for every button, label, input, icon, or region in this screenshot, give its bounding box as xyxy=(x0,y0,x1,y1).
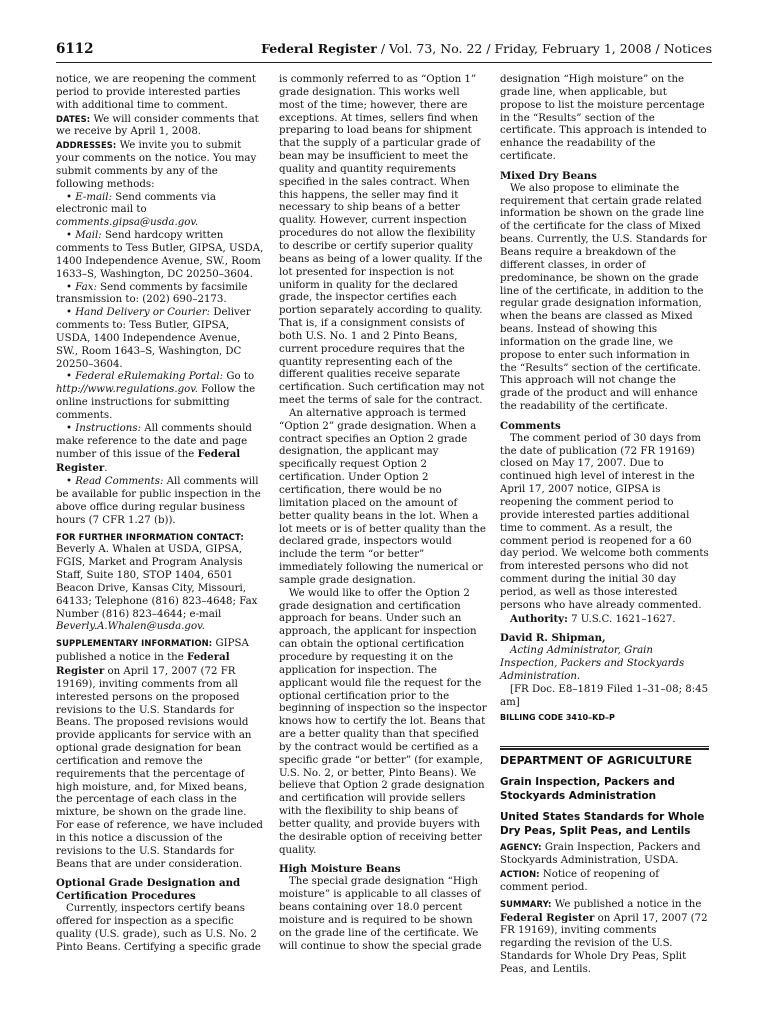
email-text: Send comments via electronic mail to xyxy=(56,191,216,216)
department-heading: DEPARTMENT OF AGRICULTURE xyxy=(500,754,693,768)
ogd-paragraph-1: Currently, inspectors certify beans offered for inspection as a specific quality (U.S. grade), such as U.S. No. 2 Pinto Beans. Certifying a specific grade xyxy=(56,903,261,953)
method-hand-delivery: • Hand Delivery or Courier: Deliver comments to: Tess Butler, GIPSA, USDA, 1400 Independence Avenue, SW., Room 1643–S, Washington, DC 20250–3604. xyxy=(56,307,251,370)
mixed-beans-heading: Mixed Dry Beans xyxy=(500,169,597,182)
further-info xyxy=(56,531,265,635)
header-rule xyxy=(56,62,712,63)
contact-email-link[interactable]: Beverly.A.Whalen@usda.gov. xyxy=(56,621,205,633)
method-mail: • Mail: Send hardcopy written comments to Tess Butler, GIPSA, USDA, 1400 Independence Avenue, SW., Room 1633–S, Washington, DC 20250–3604. xyxy=(56,230,264,280)
agency-subheading: Grain Inspection, Packers and Stockyards Administration xyxy=(500,776,675,802)
authority-line xyxy=(500,613,709,627)
addresses-text: We invite you to submit your comments on the notice. You may submit comments by any of the following methods: xyxy=(56,140,257,190)
ffi-label: FOR FURTHER INFORMATION CONTACT: xyxy=(56,531,244,542)
erule-text: Go to xyxy=(223,371,255,383)
moisture-continued-paragraph: designation “High moisture” on the grade line, when applicable, but propose to list the moisture percentage in the “Results” section of the certificate. This approach is intended to enhance the readability of the certificate. xyxy=(500,74,707,163)
option1-paragraph: is commonly referred to as “Option 1” grade designation. This works well most of the time; however, there are exceptions. At times, sellers find when preparing to load beans for shipment that the supply of a particular grade of bean may be insufficient to meet the quality and quantity requirements specified in the sales contract. When this happens, the seller may find it necessary to ship beans of a better quality. However, current inspection procedures do not allow the flexibility to describe or certify superior quality beans as being of a lower quality. If the lot presented for inspection is not uniform in quality for the declared grade, the inspector certifies each portion separately according to quality. That is, if a consignment consists of both U.S. No. 1 and 2 Pinto Beans, current procedure requires that the quantity representing each of the different qualities receive separate certification. Such certification may not meet the terms of sale for the contract. xyxy=(279,74,485,407)
mail-text: Send hardcopy written comments to Tess Butler, GIPSA, USDA, 1400 Independence Avenue, SW., Room 1633–S, Washington, DC 20250–3604. xyxy=(56,230,264,280)
regulations-link[interactable]: http://www.regulations.gov. xyxy=(56,384,199,396)
method-erulemaking: • Federal eRulemaking Portal: Go to http://www.regulations.gov. Follow the online instructions for submitting comments. xyxy=(56,371,256,421)
supp-text-1: GIPSA published a notice in the xyxy=(56,638,249,664)
dates-text: We will consider comments that we receive by April 1, 2008. xyxy=(56,113,259,138)
fax-label: Fax: xyxy=(75,281,97,293)
comments-heading: Comments xyxy=(500,419,561,432)
authority-label: Authority: xyxy=(510,612,568,625)
email-label: E-mail: xyxy=(75,191,113,203)
page-number: 6112 xyxy=(56,41,94,57)
erule-tail: Follow the online instructions for submitting comments. xyxy=(56,384,256,421)
running-header xyxy=(56,40,712,62)
agency-section xyxy=(500,841,709,868)
summary-text-1: We published a notice in the xyxy=(551,898,702,910)
dates-label: DATES: xyxy=(56,113,91,124)
instructions-end: . xyxy=(104,463,108,475)
billing-code: BILLING CODE 3410–KD–P xyxy=(500,712,615,722)
supplementary-info xyxy=(56,637,265,871)
read-text: All comments will be available for public inspection in the above office during regular business hours (7 CFR 1.27 (b)). xyxy=(56,476,261,526)
column-2 xyxy=(279,74,488,953)
publication-name: Federal Register xyxy=(261,41,377,56)
summary-label: SUMMARY: xyxy=(500,898,552,909)
agency-label: AGENCY: xyxy=(500,842,542,853)
supp-label: SUPPLEMENTARY INFORMATION: xyxy=(56,638,213,649)
mixed-beans-paragraph: We also propose to eliminate the requirement that certain grade related information be shown on the grade line of the certificate for the class of Mixed beans. Currently, the U.S. Standards for Beans require a breakdown of the different classes, in order of predominance, be shown on the grade line of the certificate, in addition to the regular grade designation information, when the beans are classed as Mixed beans. Instead of showing this information on the grade line, we propose to enter such information in the “Results” section of the certificate. This approach will not change the grade of the product and will enhance the readability of the certificate. xyxy=(500,182,707,413)
issue-info: / Vol. 73, No. 22 / Friday, February 1, 2008 / Notices xyxy=(376,41,712,56)
option2-paragraph: An alternative approach is termed “Option 2” grade designation. When a contract specifies an Option 2 grade designation, the applicant may specifically request Option 2 certification. Under Option 2 certification, there would be no limitation placed on the amount of better quality beans in the lot. When a lot meets or is of better quality than the declared grade, inspectors would include the term “or better” immediately following the numerical or sample grade designation. xyxy=(279,407,486,586)
action-text: Notice of reopening of comment period. xyxy=(500,869,660,893)
action-label: ACTION: xyxy=(500,869,540,880)
instructions-fr: Federal Register xyxy=(56,448,241,475)
addresses-label: ADDRESSES: xyxy=(56,140,117,151)
fr-doc-line: [FR Doc. E8–1819 Filed 1–31–08; 8:45 am] xyxy=(500,683,709,708)
comments-paragraph: The comment period of 30 days from the date of publication (72 FR 19169) closed on May 17, 2007. Due to continued high level of interest in the April 17, 2007 notice, GIPSA is reopening the comment period to provide interested parties additional time to comment. As a result, the comment period is reopened for a 60 day period. We welcome both comments from interested persons who did not comment during the initial 30 day period, as well as those interested persons who have already commented. xyxy=(500,432,709,611)
summary-section xyxy=(500,898,709,977)
summary-text-2: on April 17, 2007 (72 FR 19169), inviting comments regarding the revision of the U.S. Standards for Whole Dry Peas, Split Peas, and Lentils. xyxy=(500,912,708,975)
mail-label: Mail: xyxy=(75,230,102,242)
column-1 xyxy=(56,74,265,955)
signer-title-text: Acting Administrator, Grain Inspection, Packers and Stockyards Administration. xyxy=(500,645,685,682)
high-moisture-heading: High Moisture Beans xyxy=(279,863,401,876)
hand-text: Deliver comments to: Tess Butler, GIPSA, USDA, 1400 Independence Avenue, SW., Room 1643–S, Washington, DC 20250–3604. xyxy=(56,307,251,370)
action-section xyxy=(500,868,709,895)
addresses-section xyxy=(56,139,265,191)
supp-text-2: on April 17, 2007 (72 FR 19169), inviting comments from all interested persons on the proposed revisions to the U.S. Standards for Beans. The proposed revisions would provide applicants for service with an optional grade designation for bean certification and remove the requirements that the percentage of high moisture, and, for Mixed beans, the percentage of each class in the mixture, be shown on the grade line. For ease of reference, we have included in this notice a discussion of the revisions to the U.S. Standards for Beans that are under consideration. xyxy=(56,665,263,870)
section-divider-thick xyxy=(500,748,709,750)
dates-section xyxy=(56,113,265,140)
instructions: • Instructions: All comments should make reference to the date and page number of this issue of the Federal Register. xyxy=(56,422,252,475)
header-citation xyxy=(261,40,712,58)
ogd-heading: Optional Grade Designation and Certification Procedures xyxy=(56,877,241,903)
email-link[interactable]: comments.gipsa@usda.gov. xyxy=(56,217,199,229)
offer-paragraph: We would like to offer the Option 2 grade designation and certification approach for beans. Under such an approach, the applicant for inspection can obtain the optional certification procedure by requesting it on the application for inspection. The applicant would file the request for the optional certification prior to the beginning of inspection so the inspector knows how to certify the lot. Beans that are a better quality than that specified by the contract would be certified as a specific grade “or better” (for example, U.S. No. 2, or better, Pinto Beans). We believe that Option 2 grade designation and certification will provide sellers with the flexibility to ship beans of better quality, and provide buyers with the desirable option of receiving better quality. xyxy=(279,587,487,856)
fax-text: Send comments by facsimile transmission to: (202) 690–2173. xyxy=(56,281,248,306)
intro-paragraph: notice, we are reopening the comment period to provide interested parties with additional time to comment. xyxy=(56,74,256,111)
method-fax: • Fax: Send comments by facsimile transmission to: (202) 690–2173. xyxy=(56,281,248,306)
high-moisture-paragraph: The special grade designation “High moisture” is applicable to all classes of beans containing over 18.0 percent moisture and is required to be shown on the grade line of the certificate. We will continue to show the special grade xyxy=(279,876,482,952)
instructions-label: Instructions: xyxy=(75,422,142,434)
document-title: United States Standards for Whole Dry Peas, Split Peas, and Lentils xyxy=(500,811,705,837)
read-comments: • Read Comments: All comments will be available for public inspection in the above office during regular business hours (7 CFR 1.27 (b)). xyxy=(56,476,261,526)
read-label: Read Comments: xyxy=(75,476,164,488)
column-3 xyxy=(500,74,709,977)
method-email: • E-mail: Send comments via electronic mail to comments.gipsa@usda.gov. xyxy=(56,191,216,229)
ffi-text: Beverly A. Whalen at USDA, GIPSA, FGIS, Market and Program Analysis Staff, Suite 180, STOP 1404, 6501 Beacon Drive, Kansas City, Missouri, 64133; Telephone (816) 823–4648; Fax Number (816) 823–4644; e-mail xyxy=(56,544,258,620)
authority-text: 7 U.S.C. 1621–1627. xyxy=(567,613,676,625)
erule-label: Federal eRulemaking Portal: xyxy=(75,371,224,383)
instructions-text: All comments should make reference to the date and page number of this issue of the xyxy=(56,422,252,461)
signer-title xyxy=(500,645,709,684)
supp-fr: Federal Register xyxy=(56,651,230,677)
agency-text: Grain Inspection, Packers and Stockyards Administration, USDA. xyxy=(500,842,701,867)
hand-label: Hand Delivery or Courier: xyxy=(75,307,211,319)
signer-name: David R. Shipman, xyxy=(500,632,606,645)
summary-fr: Federal Register xyxy=(500,911,595,924)
